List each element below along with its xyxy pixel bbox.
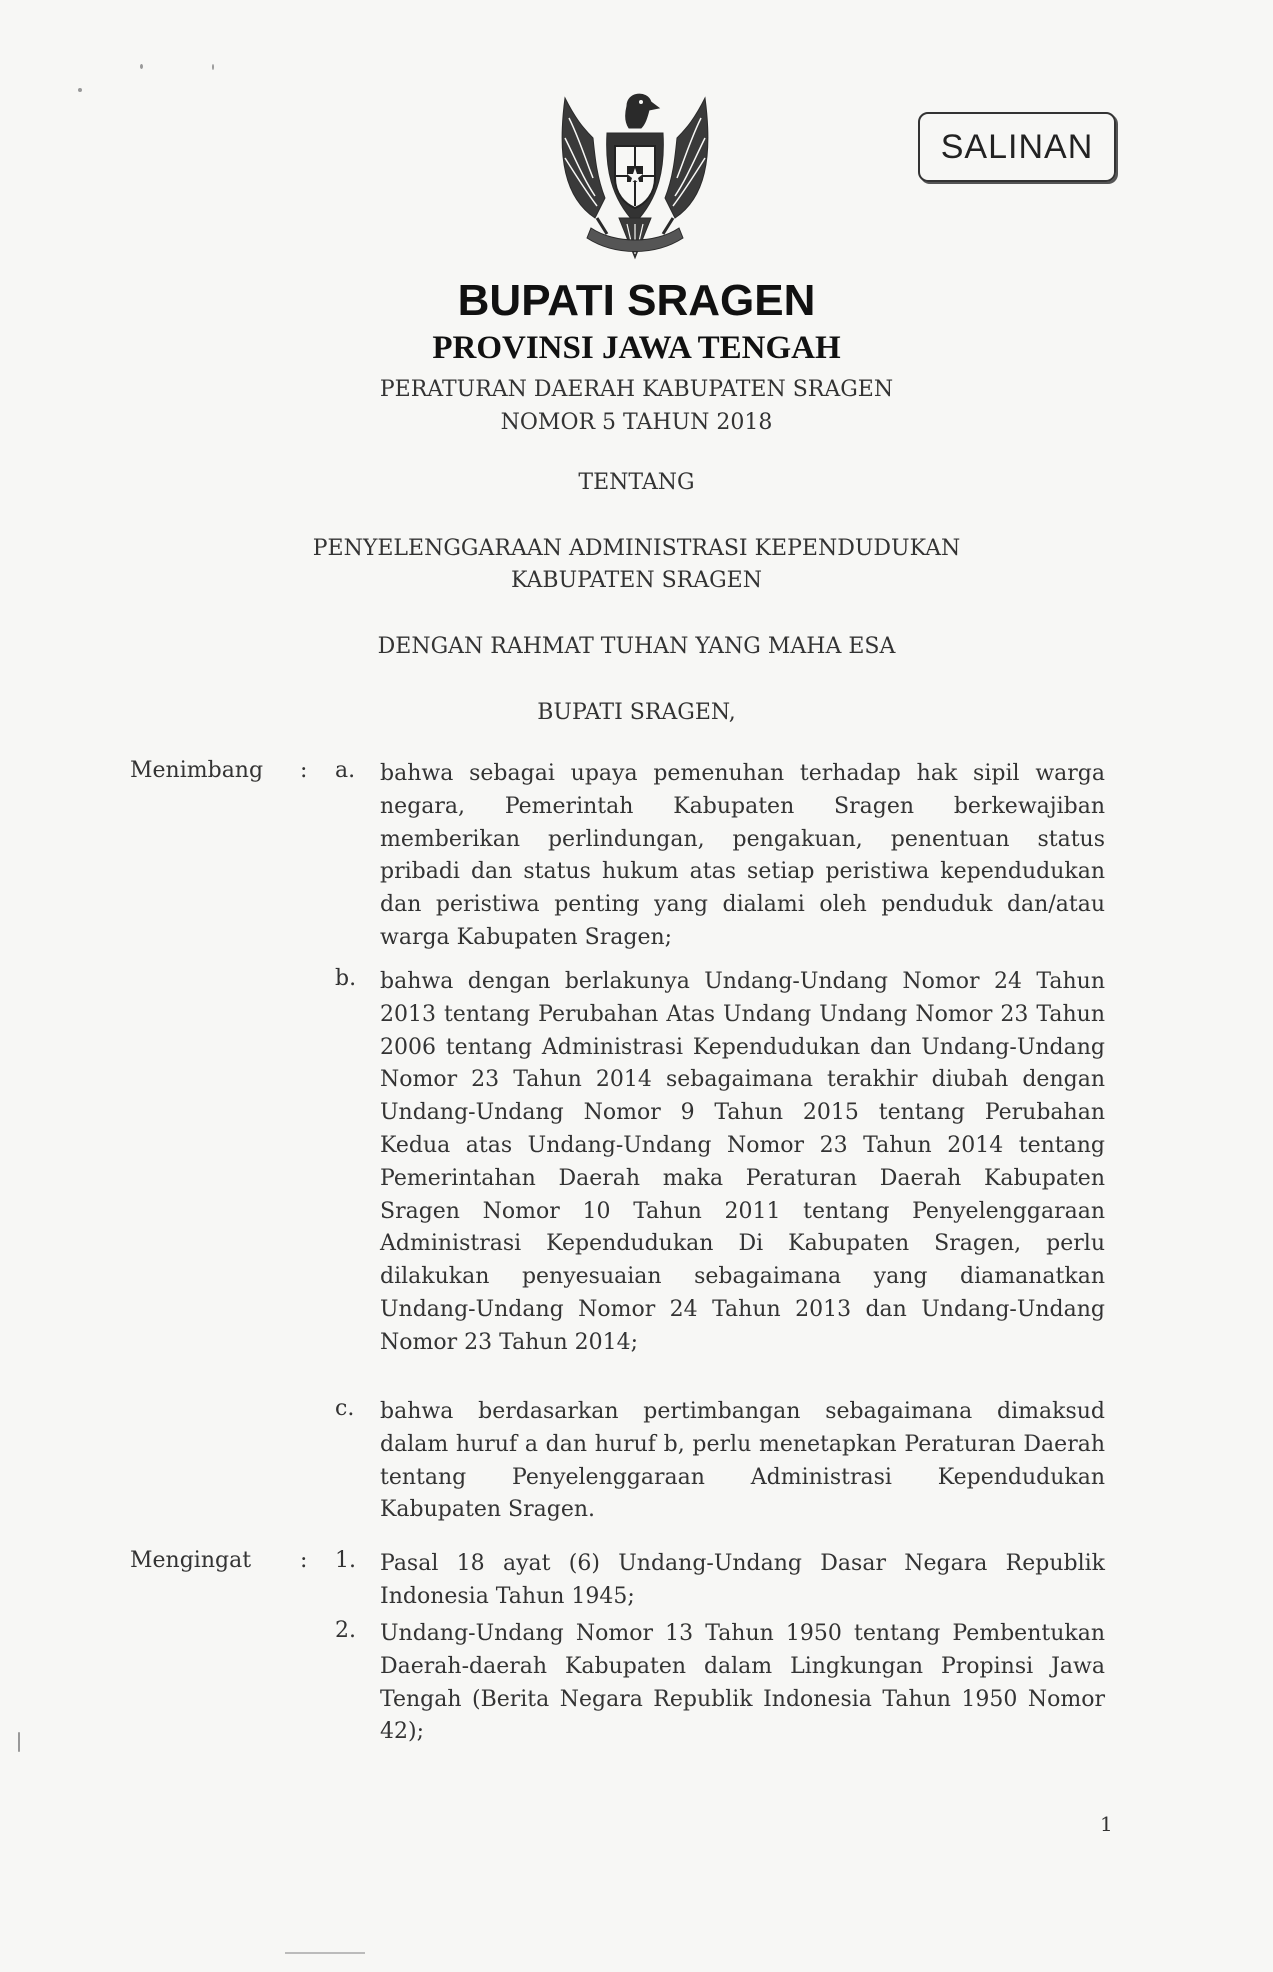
page-number: 1	[1100, 1812, 1113, 1836]
menimbang-marker-c: c.	[335, 1396, 355, 1421]
mengingat-marker-2: 2.	[335, 1618, 356, 1643]
about-label: TENTANG	[578, 470, 695, 495]
menimbang-colon: :	[300, 758, 308, 783]
mengingat-item-2: Undang-Undang Nomor 13 Tahun 1950 tentang Pembentukan Daerah-daerah Kabupaten dalam Lingkungan Propinsi Jawa Tengah (Berita Negara Republik Indonesia Tahun 1950 Nomor 42);	[380, 1621, 1105, 1745]
salinan-stamp: SALINAN	[918, 112, 1116, 182]
document-title: BUPATI SRAGEN	[457, 276, 816, 325]
scan-speck	[140, 64, 143, 69]
subject-line-2: KABUPATEN SRAGEN	[511, 568, 762, 593]
scan-speck	[78, 88, 82, 92]
issuer-line: BUPATI SRAGEN,	[537, 700, 736, 725]
scan-speck	[18, 1732, 20, 1752]
scan-speck	[212, 64, 214, 70]
subject-line-1: PENYELENGGARAAN ADMINISTRASI KEPENDUDUKAN	[312, 536, 961, 561]
scan-line	[285, 1952, 365, 1954]
menimbang-item-a: bahwa sebagai upaya pemenuhan terhadap hak sipil warga negara, Pemerintah Kabupaten Sragen berkewajiban memberikan perlindungan, pengakuan, penentuan status pribadi dan status hukum atas setiap peristiwa kependudukan dan peristiwa penting yang dialami oleh penduduk dan/atau warga Kabupaten Sragen;	[380, 761, 1105, 950]
garuda-emblem	[535, 78, 735, 278]
menimbang-item-c: bahwa berdasarkan pertimbangan sebagaimana dimaksud dalam huruf a dan huruf b, perlu menetapkan Peraturan Daerah tentang Penyelenggaraan Administrasi Kependudukan Kabupaten Sragen.	[380, 1399, 1105, 1523]
regulation-type: PERATURAN DAERAH KABUPATEN SRAGEN	[379, 377, 894, 402]
mengingat-marker-1: 1.	[335, 1548, 356, 1573]
mengingat-label: Mengingat	[130, 1548, 252, 1573]
menimbang-label: Menimbang	[130, 758, 264, 783]
menimbang-marker-a: a.	[335, 758, 356, 783]
province-name: PROVINSI JAWA TENGAH	[432, 330, 841, 366]
mengingat-colon: :	[300, 1548, 308, 1573]
regulation-number: NOMOR 5 TAHUN 2018	[500, 410, 773, 435]
blessing-line: DENGAN RAHMAT TUHAN YANG MAHA ESA	[377, 634, 896, 659]
menimbang-item-b: bahwa dengan berlakunya Undang-Undang Nomor 24 Tahun 2013 tentang Perubahan Atas Undang Undang Nomor 23 Tahun 2006 tentang Administrasi Kependudukan dan Undang-Undang Nomor 23 Tahun 2014 sebagaimana terakhir diubah dengan Undang-Undang Nomor 9 Tahun 2015 tentang Perubahan Kedua atas Undang-Undang Nomor 23 Tahun 2014 tentang Pemerintahan Daerah maka Peraturan Daerah Kabupaten Sragen Nomor 10 Tahun 2011 tentang Penyelenggaraan Administrasi Kependudukan Di Kabupaten Sragen, perlu dilakukan penyesuaian sebagaimana yang diamanatkan Undang-Undang Nomor 24 Tahun 2013 dan Undang-Undang Nomor 23 Tahun 2014;	[380, 969, 1105, 1355]
mengingat-item-1: Pasal 18 ayat (6) Undang-Undang Dasar Negara Republik Indonesia Tahun 1945;	[380, 1551, 1105, 1609]
menimbang-marker-b: b.	[335, 966, 357, 991]
